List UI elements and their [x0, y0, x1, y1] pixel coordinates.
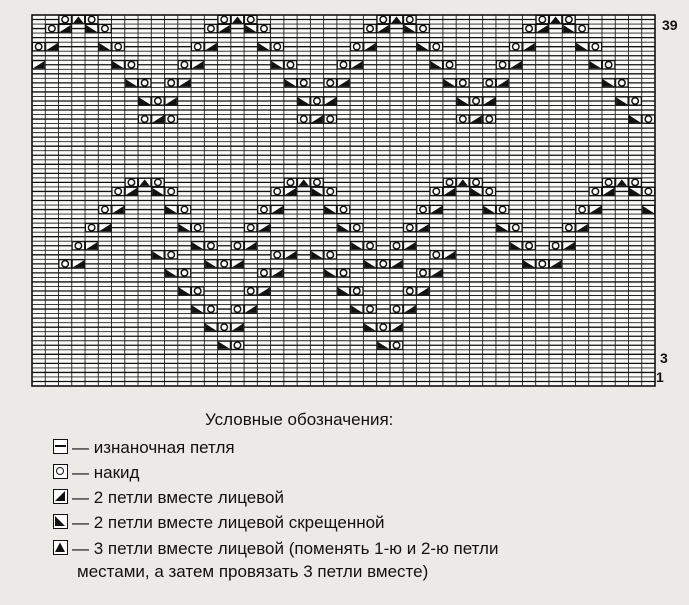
legend-text: — изнаночная петля: [72, 438, 235, 457]
row-label-3: 3: [660, 350, 668, 366]
row-label-39: 39: [662, 17, 678, 33]
legend-item-yarn-over: [53, 462, 139, 484]
purl-icon: [53, 439, 68, 454]
legend-text: — 2 петли вместе лицевой скрещенной: [72, 513, 385, 532]
k3tog-icon: [53, 540, 68, 555]
legend-text: местами, а затем провязать 3 петли вместе): [77, 562, 429, 581]
yarn-over-icon: [53, 464, 68, 479]
legend-item-purl: [53, 437, 235, 459]
legend-item-k2tog: [53, 487, 284, 509]
legend-text: — 2 петли вместе лицевой: [72, 488, 285, 507]
k2tog-icon: [53, 489, 68, 504]
legend-item-k2tog-crossed: [53, 512, 385, 534]
legend-item-k3tog-continued: [73, 561, 428, 583]
legend-text: — накид: [72, 463, 140, 482]
row-label-1: 1: [656, 369, 664, 385]
legend-title: Условные обозначения:: [205, 410, 394, 429]
k2tog-crossed-icon: [53, 514, 68, 529]
legend-item-k3tog: [53, 538, 498, 560]
legend-text: — 3 петли вместе лицевой (поменять 1-ю и 2-ю петли: [72, 539, 499, 558]
